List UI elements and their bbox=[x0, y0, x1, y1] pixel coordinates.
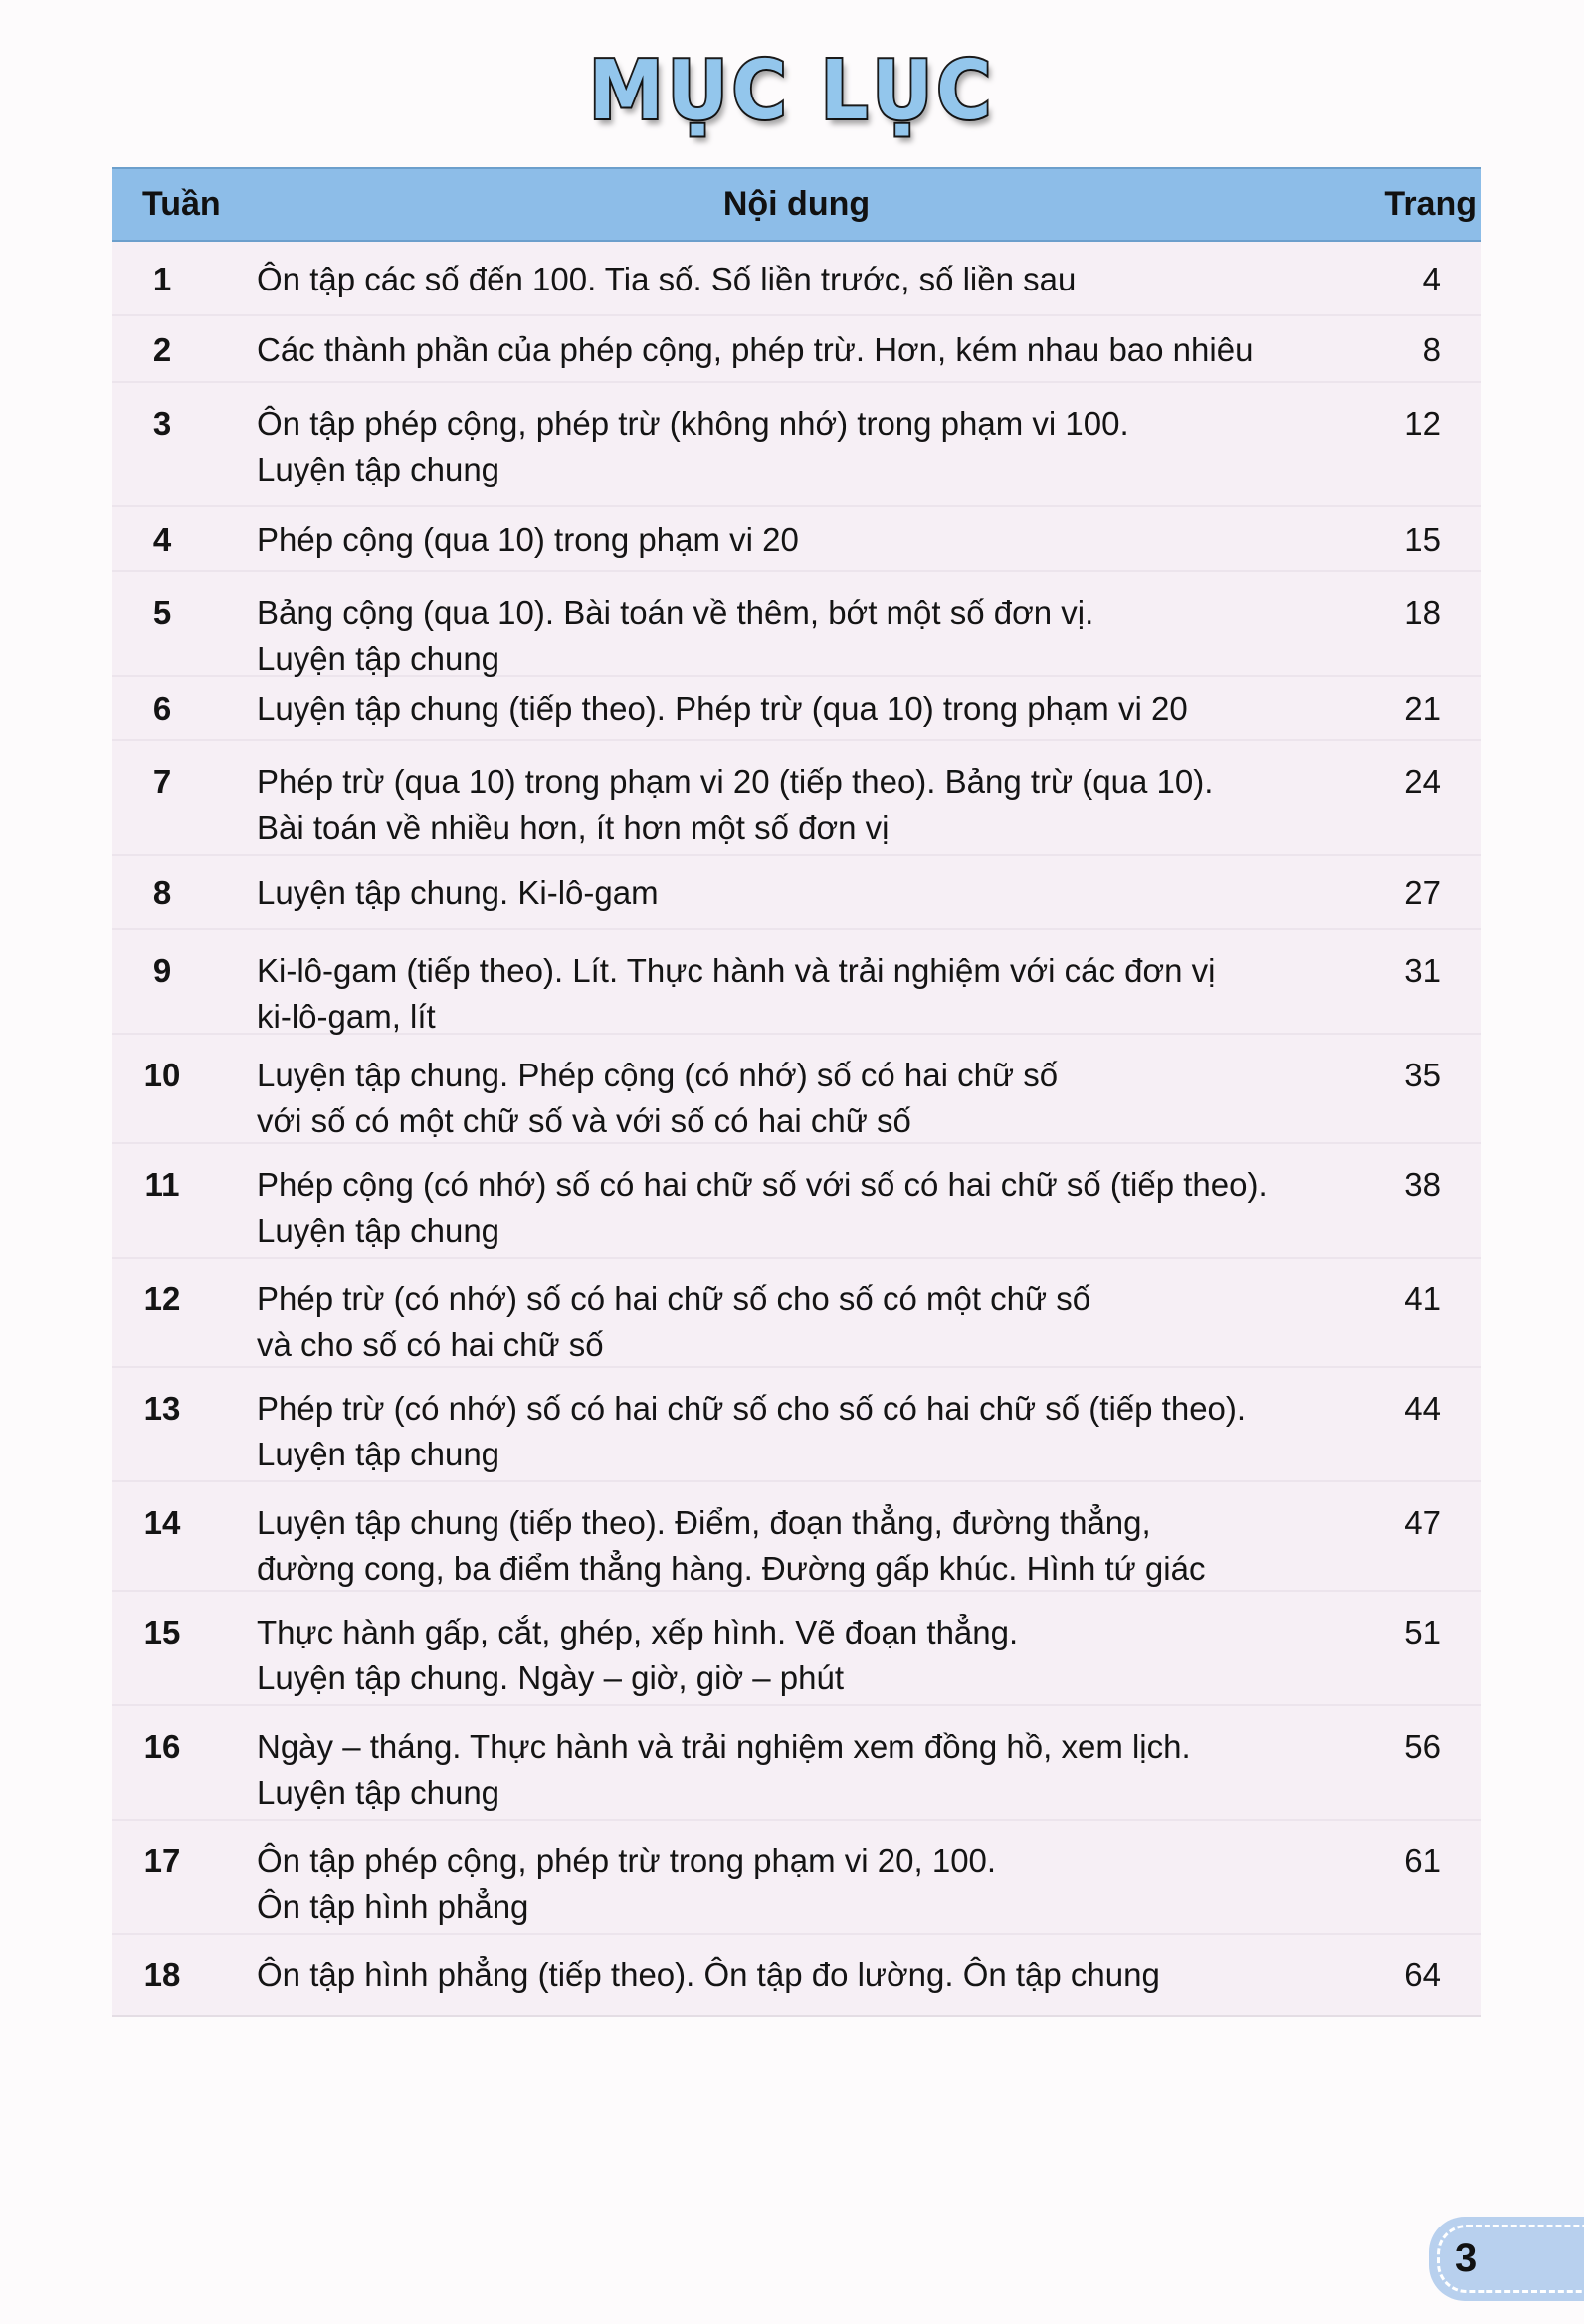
table-row[interactable] bbox=[112, 1821, 1481, 1935]
table-row[interactable] bbox=[112, 1935, 1481, 2015]
content-line: Ôn tập hình phẳng (tiếp theo). Ôn tập đo lường. Ôn tập chung bbox=[257, 1956, 1160, 1993]
page-cell[interactable]: 24 bbox=[1404, 763, 1441, 800]
week-number: 7 bbox=[152, 763, 172, 800]
content-cell bbox=[252, 1500, 1341, 1592]
week-number: 9 bbox=[152, 952, 172, 989]
page-cell[interactable]: 27 bbox=[1404, 873, 1441, 911]
content-line: Ki-lô-gam (tiếp theo). Lít. Thực hành và trải nghiệm với các đơn vị bbox=[257, 952, 1216, 989]
page-cell[interactable]: 4 bbox=[1422, 260, 1441, 297]
week-number: 18 bbox=[143, 1956, 181, 1993]
table-row[interactable] bbox=[112, 383, 1481, 507]
week-number: 1 bbox=[152, 260, 172, 297]
table-row[interactable] bbox=[112, 316, 1481, 383]
content-line: đường cong, ba điểm thẳng hàng. Đường gấp khúc. Hình tứ giác bbox=[257, 1550, 1206, 1587]
content-line: Luyện tập chung bbox=[257, 640, 500, 677]
content-cell bbox=[252, 257, 1341, 302]
table-row[interactable] bbox=[112, 1368, 1481, 1482]
table-row[interactable] bbox=[112, 677, 1481, 741]
week-cell bbox=[112, 590, 252, 636]
page-cell[interactable]: 51 bbox=[1404, 1614, 1441, 1650]
page-number: 3 bbox=[1455, 2236, 1478, 2280]
page-cell[interactable]: 56 bbox=[1404, 1728, 1441, 1765]
week-number: 14 bbox=[143, 1504, 181, 1541]
page-cell[interactable]: 47 bbox=[1404, 1504, 1441, 1541]
week-cell bbox=[112, 327, 252, 373]
header-page: Trang bbox=[1384, 185, 1477, 223]
content-cell bbox=[252, 1053, 1341, 1144]
week-number: 6 bbox=[152, 690, 172, 727]
page-cell[interactable]: 12 bbox=[1404, 405, 1441, 442]
content-cell bbox=[252, 686, 1341, 732]
content-cell bbox=[252, 759, 1341, 851]
table-row[interactable] bbox=[112, 1035, 1481, 1144]
page-cell[interactable]: 64 bbox=[1404, 1956, 1441, 1993]
week-cell bbox=[112, 1053, 252, 1098]
week-cell bbox=[112, 1276, 252, 1322]
week-number: 8 bbox=[152, 873, 172, 911]
page-cell[interactable]: 18 bbox=[1404, 594, 1441, 631]
week-cell bbox=[112, 401, 252, 447]
table-body bbox=[112, 242, 1481, 2017]
content-cell bbox=[252, 1386, 1341, 1477]
week-number: 15 bbox=[143, 1614, 181, 1650]
page-cell[interactable]: 15 bbox=[1404, 521, 1441, 558]
table-row[interactable] bbox=[112, 741, 1481, 856]
week-number: 4 bbox=[152, 521, 172, 558]
content-cell bbox=[252, 1276, 1341, 1368]
page-title: MỤC LỤC bbox=[588, 44, 996, 138]
week-cell bbox=[112, 1610, 252, 1655]
page-cell[interactable]: 38 bbox=[1404, 1166, 1441, 1203]
content-cell bbox=[252, 401, 1341, 492]
content-line: Ngày – tháng. Thực hành và trải nghiệm xem đồng hồ, xem lịch. bbox=[257, 1728, 1191, 1765]
content-line: Ôn tập các số đến 100. Tia số. Số liền trước, số liền sau bbox=[257, 260, 1077, 297]
week-cell bbox=[112, 1162, 252, 1208]
week-number: 16 bbox=[143, 1728, 181, 1765]
page-cell[interactable]: 35 bbox=[1404, 1057, 1441, 1093]
content-line: Luyện tập chung (tiếp theo). Phép trừ (qua 10) trong phạm vi 20 bbox=[257, 690, 1188, 727]
content-line: Phép trừ (qua 10) trong phạm vi 20 (tiếp theo). Bảng trừ (qua 10). bbox=[257, 763, 1214, 800]
week-cell bbox=[112, 1952, 252, 1998]
content-cell bbox=[252, 1839, 1341, 1930]
header-week: Tuần bbox=[142, 185, 221, 223]
week-cell bbox=[112, 257, 252, 302]
content-line: Luyện tập chung bbox=[257, 451, 500, 487]
content-line: Luyện tập chung (tiếp theo). Điểm, đoạn thẳng, đường thẳng, bbox=[257, 1504, 1151, 1541]
content-line: Ôn tập phép cộng, phép trừ trong phạm vi 20, 100. bbox=[257, 1842, 997, 1879]
content-cell bbox=[252, 590, 1341, 681]
week-cell bbox=[112, 1386, 252, 1432]
content-line: ki-lô-gam, lít bbox=[257, 998, 436, 1035]
content-line: Bài toán về nhiều hơn, ít hơn một số đơn vị bbox=[257, 809, 890, 846]
content-line: Luyện tập chung bbox=[257, 1212, 500, 1249]
content-cell bbox=[252, 948, 1341, 1040]
header-content: Nội dung bbox=[722, 185, 871, 223]
week-number: 5 bbox=[152, 594, 172, 631]
week-cell bbox=[112, 517, 252, 563]
page-cell[interactable]: 21 bbox=[1404, 690, 1441, 727]
content-line: Luyện tập chung bbox=[257, 1774, 500, 1811]
content-line: Thực hành gấp, cắt, ghép, xếp hình. Vẽ đoạn thẳng. bbox=[257, 1614, 1019, 1650]
page-cell[interactable]: 61 bbox=[1404, 1842, 1441, 1879]
table-row[interactable] bbox=[112, 856, 1481, 930]
content-line: Luyện tập chung. Phép cộng (có nhớ) số có hai chữ số bbox=[257, 1057, 1059, 1093]
table-row[interactable] bbox=[112, 242, 1481, 316]
page-number-tab bbox=[1429, 2217, 1584, 2301]
week-cell bbox=[112, 1839, 252, 1884]
table-of-contents bbox=[112, 167, 1481, 2017]
table-header bbox=[112, 167, 1481, 242]
page-cell[interactable]: 31 bbox=[1404, 952, 1441, 989]
content-cell bbox=[252, 1162, 1341, 1254]
content-line: và cho số có hai chữ số bbox=[257, 1326, 604, 1363]
week-number: 2 bbox=[152, 330, 172, 368]
table-row[interactable] bbox=[112, 507, 1481, 572]
content-line: Ôn tập phép cộng, phép trừ (không nhớ) trong phạm vi 100. bbox=[257, 405, 1129, 442]
table-row[interactable] bbox=[112, 1144, 1481, 1259]
content-line: Phép cộng (qua 10) trong phạm vi 20 bbox=[257, 521, 799, 558]
content-line: Bảng cộng (qua 10). Bài toán về thêm, bớt một số đơn vị. bbox=[257, 594, 1094, 631]
week-number: 12 bbox=[143, 1280, 181, 1317]
week-number: 3 bbox=[152, 405, 172, 442]
content-line: Ôn tập hình phẳng bbox=[257, 1888, 529, 1925]
content-line: Luyện tập chung. Ki-lô-gam bbox=[257, 873, 659, 911]
content-cell bbox=[252, 871, 1341, 916]
week-number: 17 bbox=[143, 1842, 181, 1879]
content-line: Các thành phần của phép cộng, phép trừ. Hơn, kém nhau bao nhiêu bbox=[257, 330, 1254, 368]
page-cell[interactable]: 44 bbox=[1404, 1390, 1441, 1427]
table-row[interactable] bbox=[112, 1482, 1481, 1592]
table-row[interactable] bbox=[112, 930, 1481, 1035]
week-cell bbox=[112, 948, 252, 994]
week-cell bbox=[112, 686, 252, 732]
week-cell bbox=[112, 1500, 252, 1546]
week-cell bbox=[112, 1724, 252, 1770]
page-cell[interactable]: 8 bbox=[1422, 330, 1441, 368]
table-row[interactable] bbox=[112, 1706, 1481, 1821]
page-cell[interactable]: 41 bbox=[1404, 1280, 1441, 1317]
content-line: Luyện tập chung bbox=[257, 1436, 500, 1472]
content-cell bbox=[252, 1724, 1341, 1816]
content-line: với số có một chữ số và với số có hai chữ số bbox=[257, 1102, 911, 1139]
table-row[interactable] bbox=[112, 1259, 1481, 1368]
week-cell bbox=[112, 759, 252, 805]
content-cell bbox=[252, 1610, 1341, 1701]
content-line: Luyện tập chung. Ngày – giờ, giờ – phút bbox=[257, 1659, 845, 1696]
content-cell bbox=[252, 1952, 1341, 1998]
content-cell bbox=[252, 517, 1341, 563]
table-row[interactable] bbox=[112, 572, 1481, 677]
week-number: 10 bbox=[143, 1057, 181, 1093]
content-line: Phép cộng (có nhớ) số có hai chữ số với số có hai chữ số (tiếp theo). bbox=[257, 1166, 1268, 1203]
table-row[interactable] bbox=[112, 1592, 1481, 1706]
week-number: 11 bbox=[144, 1166, 180, 1203]
content-line: Phép trừ (có nhớ) số có hai chữ số cho số có một chữ số bbox=[257, 1280, 1091, 1317]
week-cell bbox=[112, 871, 252, 916]
week-number: 13 bbox=[143, 1390, 181, 1427]
content-line: Phép trừ (có nhớ) số có hai chữ số cho số có hai chữ số (tiếp theo). bbox=[257, 1390, 1247, 1427]
content-cell bbox=[252, 327, 1341, 373]
